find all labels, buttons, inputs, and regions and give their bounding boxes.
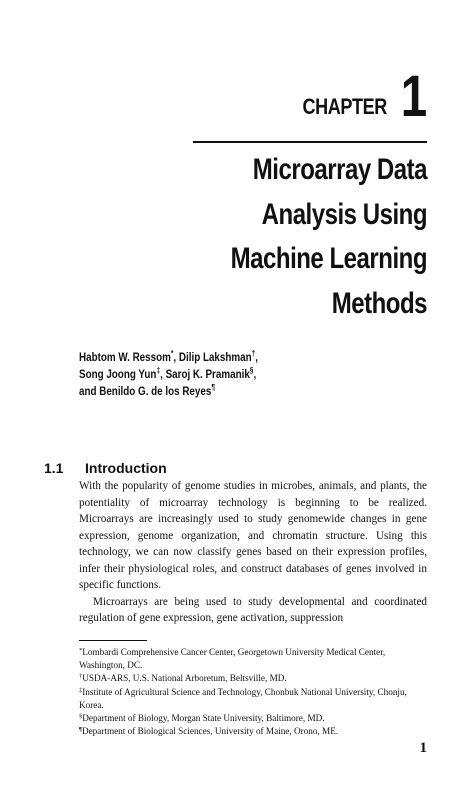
chapter-label: CHAPTER <box>302 94 387 119</box>
author-name: Habtom W. Ressom <box>79 350 171 364</box>
section-heading <box>44 459 167 477</box>
affiliation-mark: * <box>170 349 174 358</box>
footnote <box>79 672 427 685</box>
affiliation-mark: † <box>251 349 256 358</box>
footnote-mark: § <box>79 713 83 721</box>
chapter-heading <box>284 64 427 129</box>
chapter-title <box>167 148 427 326</box>
chapter-title-line: Microarray Data <box>252 153 427 186</box>
footnote-mark: * <box>79 647 83 654</box>
author-name: Saroj K. Pramanik <box>165 367 250 381</box>
page-number: 1 <box>419 740 427 756</box>
body-text <box>79 478 427 627</box>
affiliation-mark: ¶ <box>211 383 215 392</box>
footnote-mark: † <box>79 673 83 681</box>
author-line: Habtom W. Ressom*, Dilip Lakshman†, <box>79 349 259 364</box>
author-name: and Benildo G. de los Reyes <box>79 384 212 398</box>
footnote-text: Lombardi Comprehensive Cancer Center, Georgetown University Medical Center, Washington, DC. <box>79 647 386 671</box>
section-title: Introduction <box>85 460 167 476</box>
section-number: 1.1 <box>44 460 64 476</box>
footnote-text: Institute of Agricultural Science and Technology, Chonbuk National University, Chonju, Korea. <box>79 686 407 710</box>
footnote-text: USDA-ARS, U.S. National Arboretum, Beltsville, MD. <box>82 673 287 684</box>
chapter-divider <box>193 141 427 143</box>
footnotes <box>79 646 427 738</box>
author-list <box>79 349 379 400</box>
footnote <box>79 686 427 712</box>
author-name: Dilip Lakshman <box>178 350 252 364</box>
footnote-divider <box>79 640 147 641</box>
footnote <box>79 712 427 725</box>
author-line: Song Joong Yun‡, Saroj K. Pramanik§, <box>79 366 257 381</box>
author-name: Song Joong Yun <box>79 367 157 381</box>
chapter-title-line: Analysis Using <box>261 197 427 231</box>
footnote-text: Department of Biological Sciences, University of Maine, Orono, ME. <box>81 726 339 737</box>
chapter-number: 1 <box>400 64 427 129</box>
footnote-mark: ‡ <box>79 686 83 694</box>
footnote-text: Department of Biology, Morgan State University, Baltimore, MD. <box>82 713 325 724</box>
affiliation-mark: § <box>249 366 254 375</box>
affiliation-mark: ‡ <box>156 366 161 375</box>
chapter-title-line: Machine Learning <box>230 242 427 275</box>
paragraph: With the popularity of genome studies in microbes, animals, and plants, the potentiality of microarray technology is beginning to be realized. Microarrays are increasingly used to study genomewide changes in gene expression, genome organization, and chromatin structure. Using this technology, we can now classify genes based on their expression profiles, infer their physiological roles, and construct databases of genes involved in specific functions. <box>79 480 427 591</box>
chapter-title-line: Methods <box>331 286 427 320</box>
footnote <box>79 646 427 672</box>
paragraph: Microarrays are being used to study developmental and coordinated regulation of gene expression, gene activation, suppression <box>79 595 427 624</box>
footnote-mark: ¶ <box>79 726 82 734</box>
footnote <box>79 725 427 738</box>
author-line <box>79 383 325 400</box>
